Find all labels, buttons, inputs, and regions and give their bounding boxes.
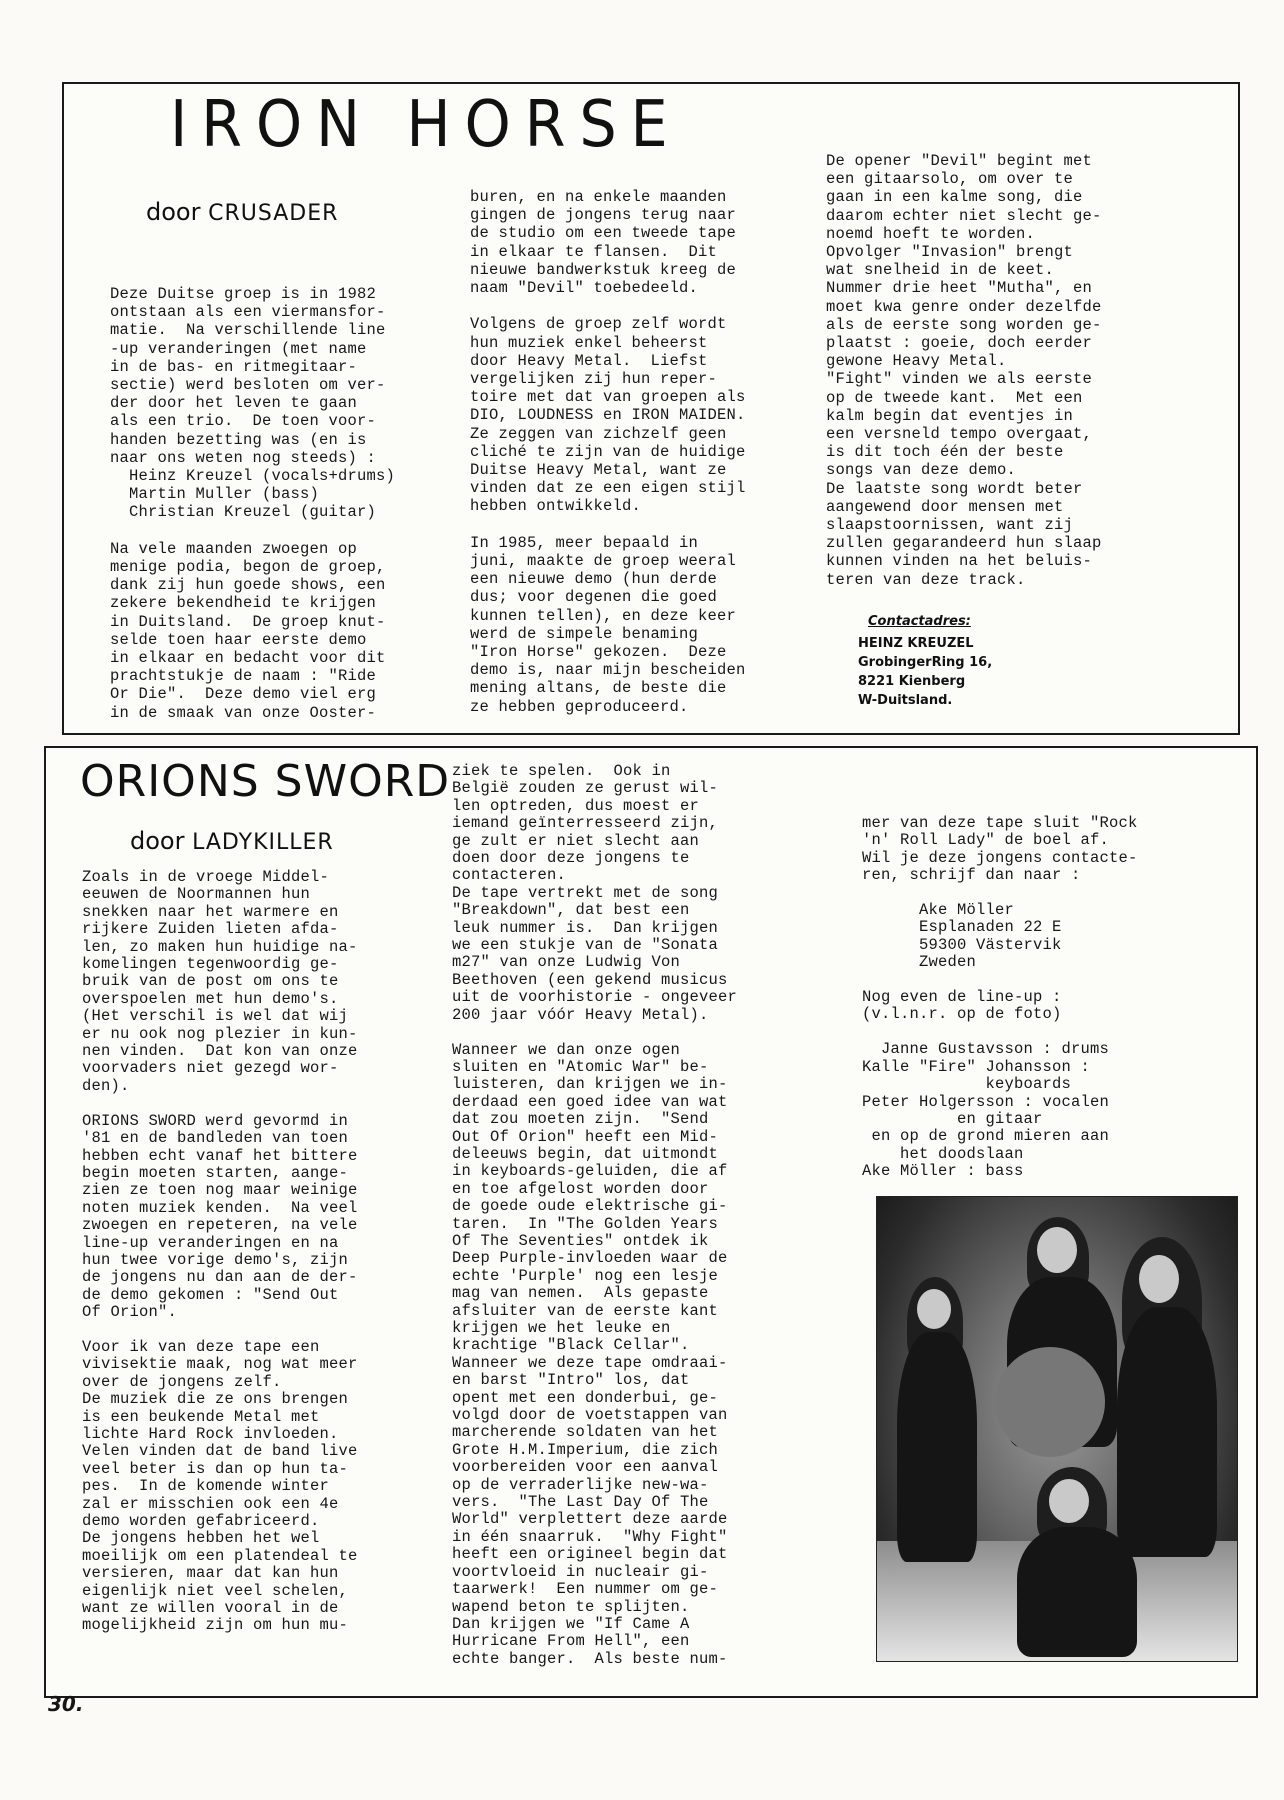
iron-horse-column-3: De opener "Devil" begint met een gitaarsolo, om over te gaan in een kalme song, die daarom echter niet slecht ge- noemd hoeft te worden. Opvolger "Invasion" brengt wat snelheid in de keet. Nummer drie heet "Mutha", en moet kwa genre onder dezelfde als de eerste song worden ge- plaatst : goeie, doch eerder gewone Heavy Metal. "Fight" vinden we als eerste op de tweede kant. Met een kalm begin dat eventjes in een versneld tempo overgaat, is dit toch één der beste songs van deze demo. De laatste song wordt beter aangewend door mensen met slaapstoornissen, want zij zullen gegarandeerd hun slaap kunnen vinden na het beluis- teren van deze track. (826, 152, 1102, 589)
contact-heading: Contactadres: (868, 614, 971, 629)
contact-address: HEINZ KREUZEL GrobingerRing 16, 8221 Kienberg W-Duitsland. (858, 636, 993, 708)
photo-member-2-head (1037, 1227, 1077, 1273)
orions-sword-title: ORIONS SWORD (80, 756, 451, 807)
photo-member-4 (1017, 1527, 1137, 1657)
orions-sword-author: LADYKILLER (192, 830, 334, 855)
iron-horse-byline (146, 198, 338, 226)
iron-horse-author: CRUSADER (208, 201, 339, 226)
iron-horse-byline-prefix: door (146, 198, 201, 226)
orions-sword-byline-prefix: door (130, 827, 185, 855)
photo-member-3-head (1139, 1255, 1179, 1303)
band-photo (876, 1196, 1238, 1662)
photo-member-4-head (1049, 1479, 1089, 1523)
orions-sword-column-1: Zoals in de vroege Middel- eeuwen de Noormannen hun snekken naar het warmere en rijkere Zuiden lieten afda- len, zo maken hun huidige na- komelingen tegenwoordig ge- bruik van de post om ons te overspoelen met hun demo's. (Het verschil is wel dat wij er nu ook nog plezier in kun- nen vinden. Dat kon van onze voorvaders niet gezegd wor- den). ORIONS SWORD werd gevormd in '81 en de bandleden van toen hebben echt vanaf het bittere begin moeten starten, aange- zien ze toen nog maar weinige noten muziek kenden. Na veel zwoegen en repeteren, na vele line-up veranderingen en na hun twee vorige demo's, zijn de jongens nu dan aan de der- de demo gekomen : "Send Out Of Orion". Voor ik van deze tape een vivisektie maak, nog wat meer over de jongens zelf. De muziek die ze ons brengen is een beukende Metal met lichte Hard Rock invloeden. Velen vinden dat de band live veel beter is dan op hun ta- pes. In de komende winter zal er misschien ook een 4e demo worden gefabriceerd. De jongens hebben het wel moeilijk om een platendeal te versieren, maar dat kan hun eigenlijk niet veel schelen, want ze willen vooral in de mogelijkheid zijn om hun mu- (82, 868, 358, 1635)
photo-member-1-head (917, 1289, 951, 1329)
iron-horse-title: IRON HORSE (170, 88, 682, 162)
photo-member-3 (1117, 1307, 1217, 1557)
orions-sword-column-3: mer van deze tape sluit "Rock 'n' Roll Lady" de boel af. Wil je deze jongens contacte- ren, schrijf dan naar : Ake Möller Esplanaden 22 E 59300 Västervik Zweden Nog even de line-up : (v.l.n.r. op de foto) Janne Gustavsson : drums Kalle "Fire" Johansson : keyboards Peter Holgersson : vocalen en gitaar en op de grond mieren aan het doodslaan Ake Möller : bass (862, 814, 1138, 1181)
photo-drum (995, 1347, 1105, 1457)
iron-horse-column-2: buren, en na enkele maanden gingen de jongens terug naar de studio om een tweede tape in elkaar te flansen. Dit nieuwe bandwerkstuk kreeg de naam "Devil" toebedeeld. Volgens de groep zelf wordt hun muziek enkel beheerst door Heavy Metal. Liefst vergelijken zij hun reper- toire met dat van groepen als DIO, LOUDNESS en IRON MAIDEN. Ze zeggen van zichzelf geen cliché te zijn van de huidige Duitse Heavy Metal, want ze vinden dat ze een eigen stijl hebben ontwikkeld. In 1985, meer bepaald in juni, maakte de groep weeral een nieuwe demo (hun derde dus; voor degenen die goed kunnen tellen), en deze keer werd de simpele benaming "Iron Horse" gekozen. Deze demo is, naar mijn bescheiden mening altans, de beste die ze hebben geproduceerd. (470, 188, 746, 716)
orions-sword-byline (130, 827, 334, 855)
page-number: 30. (48, 1692, 84, 1716)
photo-member-1 (897, 1332, 977, 1562)
orions-sword-column-2: ziek te spelen. Ook in België zouden ze gerust wil- len optreden, dus moest er iemand geïnterresseerd zijn, ge zult er niet slecht aan doen door deze jongens te contacteren. De tape vertrekt met de song "Breakdown", dat best een leuk nummer is. Dan krijgen we een stukje van de "Sonata m27" van onze Ludwig Von Beethoven (een gekend musicus uit de voorhistorie - ongeveer 200 jaar vóór Heavy Metal). Wanneer we dan onze ogen sluiten en "Atomic War" be- luisteren, dan krijgen we in- derdaad een goed idee van wat dat zou moeten zijn. "Send Out Of Orion" heeft een Mid- deleeuws begin, dat uitmondt in keyboards-geluiden, die af en toe afgelost worden door de goede oude elektrische gi- taren. In "The Golden Years Of The Seventies" ontdek ik Deep Purple-invloeden waar de echte 'Purple' nog een lesje mag van nemen. Als gepaste afsluiter van de eerste kant krijgen we het leuke en krachtige "Black Cellar". Wanneer we deze tape omdraai- en barst "Intro" los, dat opent met een donderbui, ge- volgd door de voetstappen van marcherende soldaten van het Grote H.M.Imperium, die zich voorbereiden voor een aanval op de verraderlijke new-wa- vers. "The Last Day Of The World" verplettert deze aarde in één snaarruk. "Why Fight" heeft een origineel begin dat voortvloeid in nucleair gi- taarwerk! Een nummer om ge- wapend beton te splijten. Dan krijgen we "If Came A Hurricane From Hell", een echte banger. Als beste num- (452, 762, 738, 1668)
iron-horse-column-1: Deze Duitse groep is in 1982 ontstaan als een viermansfor- matie. Na verschillende line -up veranderingen (met name in de bas- en ritmegitaar- sectie) werd besloten om ver- der door het leven te gaan als een trio. De toen voor- handen bezetting was (en is naar ons weten nog steeds) : Heinz Kreuzel (vocals+drums) Martin Muller (bass) Christian Kreuzel (guitar) Na vele maanden zwoegen op menige podia, begon de groep, dank zij hun goede shows, een zekere bekendheid te krijgen in Duitsland. De groep knut- selde toen haar eerste demo in elkaar en bedacht voor dit prachtstukje de naam : "Ride Or Die". Deze demo viel erg in de smaak van onze Ooster- (110, 285, 396, 722)
